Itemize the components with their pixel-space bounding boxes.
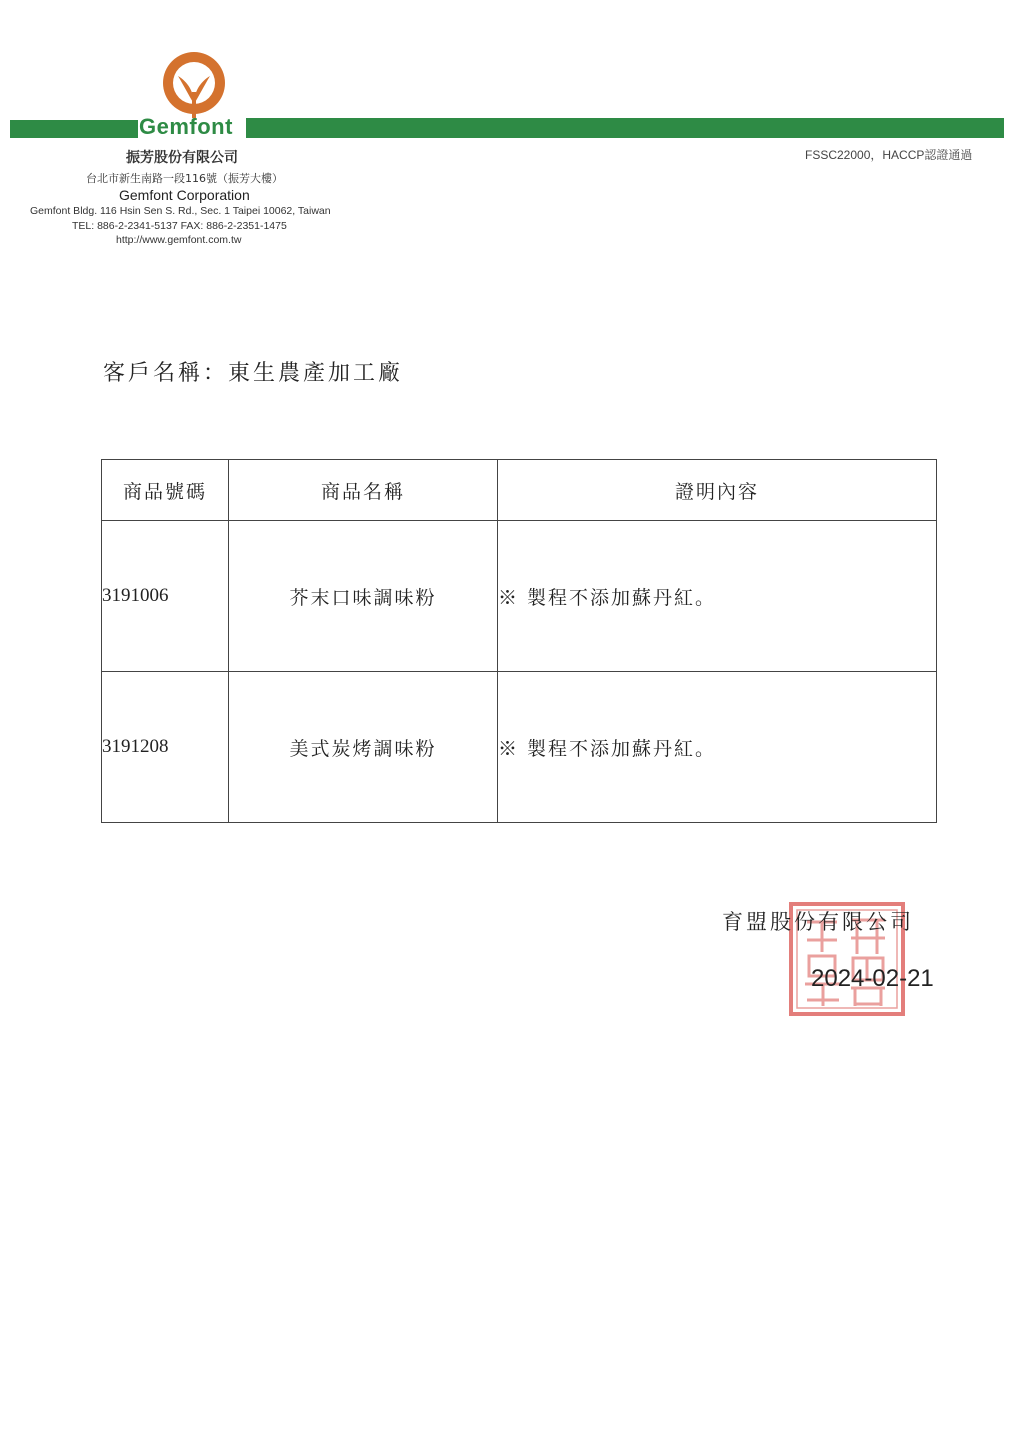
certificate-table <box>101 459 937 823</box>
letterhead-bar-right <box>246 118 1004 138</box>
table-header-row <box>102 460 937 521</box>
certification-content: ※ 製程不添加蘇丹紅。 <box>498 521 937 672</box>
gemfont-logo-icon <box>158 52 230 118</box>
tel-fax: TEL: 886-2-2341-5137 FAX: 886-2-2351-1475 <box>72 220 287 232</box>
certification-content: ※ 製程不添加蘇丹紅。 <box>498 672 937 823</box>
header-name: 商品名稱 <box>229 460 498 521</box>
letterhead-bar-left <box>10 120 138 138</box>
product-name: 美式炭烤調味粉 <box>229 672 498 823</box>
address-en: Gemfont Bldg. 116 Hsin Sen S. Rd., Sec. 1 Taipei 10062, Taiwan <box>30 205 331 217</box>
address-zh: 台北市新生南路一段116號（振芳大樓） <box>86 172 283 185</box>
header-code: 商品號碼 <box>102 460 229 521</box>
table-row <box>102 521 937 672</box>
brand-name: Gemfont <box>139 114 233 139</box>
certification-note: FSSC22000，HACCP認證通過 <box>805 148 973 162</box>
table-row <box>102 672 937 823</box>
product-code: 3191208 <box>102 672 229 823</box>
signature-date: 2024-02-21 <box>811 965 934 992</box>
company-name-zh: 振芳股份有限公司 <box>126 150 238 166</box>
signer-company: 育盟股份有限公司 <box>722 910 914 934</box>
product-code: 3191006 <box>102 521 229 672</box>
website: http://www.gemfont.com.tw <box>116 234 242 246</box>
product-name: 芥末口味調味粉 <box>229 521 498 672</box>
customer-name: 客戶名稱：東生農產加工廠 <box>103 361 404 386</box>
header-content: 證明內容 <box>498 460 937 521</box>
company-name-en: Gemfont Corporation <box>119 187 250 203</box>
